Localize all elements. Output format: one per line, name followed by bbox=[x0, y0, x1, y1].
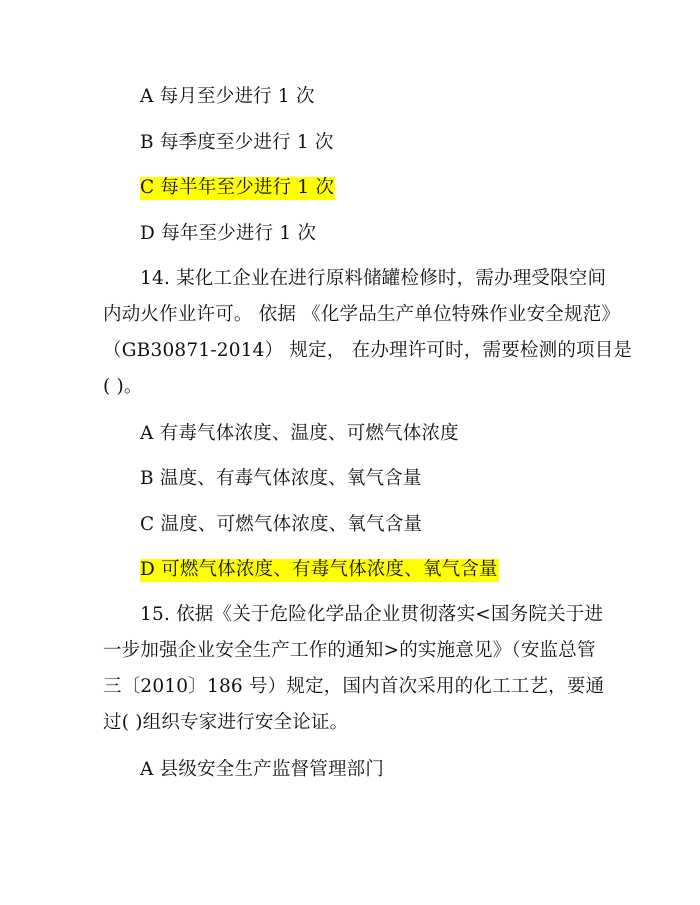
question-15-line-4: 过( )组织专家进行安全论证。 bbox=[103, 712, 349, 733]
question-14-line-4: ( )。 bbox=[103, 376, 143, 397]
question-15-line-3: 三〔2010〕186 号）规定，国内首次采用的化工工艺，要通 bbox=[103, 676, 605, 697]
question-14-line-1: 14. 某化工企业在进行原料储罐检修时，需办理受限空间 bbox=[140, 268, 607, 289]
option-text: D 每年至少进行 1 次 bbox=[140, 223, 317, 244]
question-14-option-d-highlighted bbox=[140, 557, 499, 583]
option-text: A 县级安全生产监督管理部门 bbox=[140, 759, 385, 780]
option-d-prev bbox=[140, 221, 316, 247]
question-14-option-a bbox=[140, 421, 459, 447]
option-text: A 有毒气体浓度、温度、可燃气体浓度 bbox=[140, 423, 459, 444]
question-14-option-b bbox=[140, 466, 422, 492]
question-15-line-2: 一步加强企业安全生产工作的通知>的实施意见》（安监总管 bbox=[103, 640, 596, 661]
question-15-option-a bbox=[140, 757, 384, 783]
question-14-line-3: （GB30871-2014） 规定， 在办理许可时，需要检测的项目是 bbox=[103, 340, 633, 361]
highlighted-answer: C 每半年至少进行 1 次 bbox=[140, 177, 335, 198]
option-a-prev bbox=[140, 84, 315, 110]
option-text: A 每月至少进行 1 次 bbox=[140, 86, 315, 107]
question-14-line-2: 内动火作业许可。 依据 《化学品生产单位特殊作业安全规范》 bbox=[103, 304, 621, 325]
question-15-line-1: 15. 依据《关于危险化学品企业贯彻落实<国务院关于进 bbox=[140, 604, 604, 625]
question-14-option-c bbox=[140, 512, 422, 538]
option-b-prev bbox=[140, 130, 334, 156]
option-text: C 温度、可燃气体浓度、氧气含量 bbox=[140, 514, 423, 535]
option-text: B 每季度至少进行 1 次 bbox=[140, 132, 334, 153]
highlighted-answer: D 可燃气体浓度、有毒气体浓度、氧气含量 bbox=[140, 559, 498, 580]
option-text: B 温度、有毒气体浓度、氧气含量 bbox=[140, 468, 422, 489]
option-c-prev-highlighted bbox=[140, 175, 335, 201]
